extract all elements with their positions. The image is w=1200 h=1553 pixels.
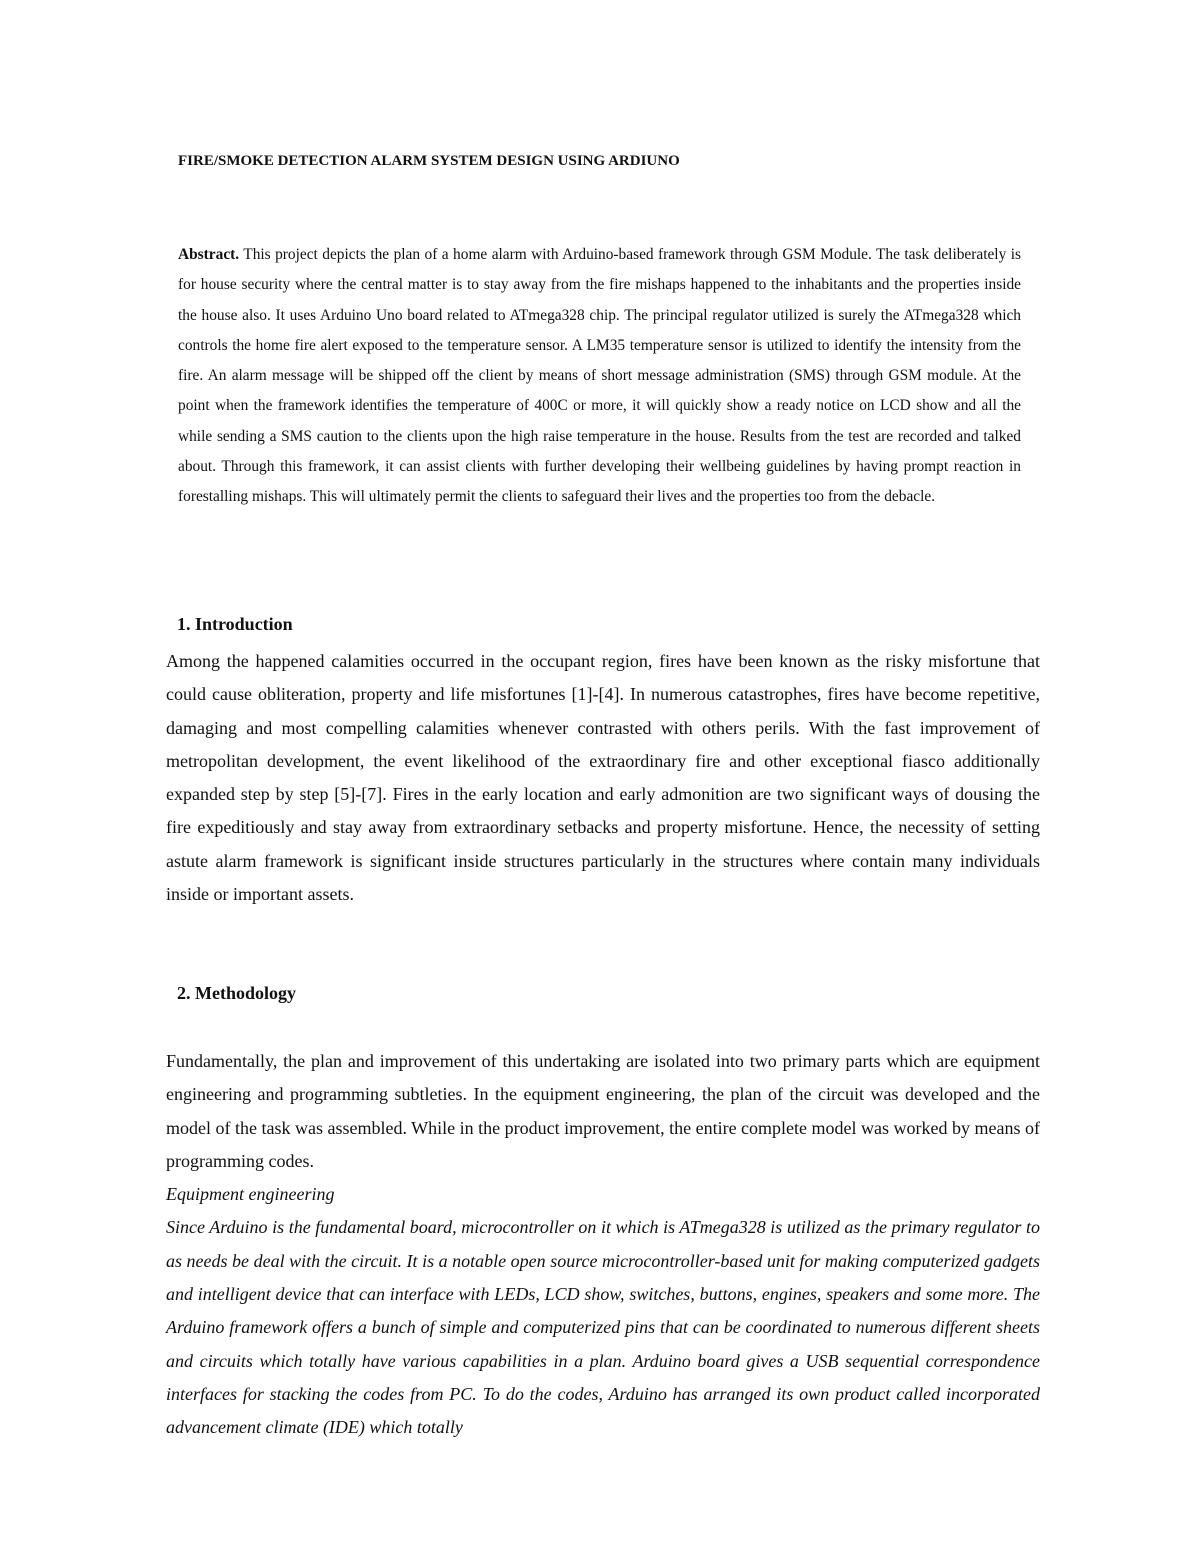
introduction-paragraph: Among the happened calamities occurred in the occupant region, fires have been known as the risky misfortune that could cause obliteration, property and life misfortunes [1]-[4]. In numerous catastrophes, fires have become repetitive, damaging and most compelling calamities whenever contrasted with others perils. With the fast improvement of metropolitan development, the event likelihood of the extraordinary fire and other exceptional fiasco additionally expanded step by step [5]-[7]. Fires in the early location and early admonition are two significant ways of dousing the fire expeditiously and stay away from extraordinary setbacks and property misfortune. Hence, the necessity of setting astute alarm framework is significant inside structures particularly in the structures where contain many individuals inside or important assets. xyxy=(166,651,1040,905)
methodology-body xyxy=(166,1045,1040,1445)
introduction-heading: 1. Introduction xyxy=(177,614,293,634)
methodology-heading: 2. Methodology xyxy=(177,983,296,1003)
abstract-label: Abstract. xyxy=(178,246,240,263)
abstract-text: This project depicts the plan of a home alarm with Arduino-based framework through GSM Module. The task deliberately is for house security where the central matter is to stay away from the fire mishaps happened to the inhabitants and the properties inside the house also. It uses Arduino Uno board related to ATmega328 chip. The principal regulator utilized is surely the ATmega328 which controls the home fire alert exposed to the temperature sensor. A LM35 temperature sensor is utilized to identify the intensity from the fire. An alarm message will be shipped off the client by means of short message administration (SMS) through GSM module. At the point when the framework identifies the temperature of 400C or more, it will quickly show a ready notice on LCD show and all the while sending a SMS caution to the clients upon the high raise temperature in the house. Results from the test are recorded and talked about. Through this framework, it can assist clients with further developing their wellbeing guidelines by having prompt reaction in forestalling mishaps. This will ultimately permit the clients to safeguard their lives and the properties too from the debacle. xyxy=(178,246,1021,506)
equipment-engineering-subheading: Equipment engineering xyxy=(166,1184,335,1205)
introduction-body xyxy=(166,645,1040,911)
paper-title: FIRE/SMOKE DETECTION ALARM SYSTEM DESIGN USING ARDIUNO xyxy=(178,153,680,169)
methodology-paragraph: Fundamentally, the plan and improvement of this undertaking are isolated into two primary parts which are equipment engineering and programming subtleties. In the equipment engineering, the plan of the circuit was developed and the model of the task was assembled. While in the product improvement, the entire complete model was worked by means of programming codes. xyxy=(166,1051,1040,1171)
equipment-engineering-paragraph: Since Arduino is the fundamental board, microcontroller on it which is ATmega328 is utilized as the primary regulator to as needs be deal with the circuit. It is a notable open source microcontroller-based unit for making computerized gadgets and intelligent device that can interface with LEDs, LCD show, switches, buttons, engines, speakers and some more. The Arduino framework offers a bunch of simple and computerized pins that can be coordinated to numerous different sheets and circuits which totally have various capabilities in a plan. Arduino board gives a USB sequential correspondence interfaces for stacking the codes from PC. To do the codes, Arduino has arranged its own product called incorporated advancement climate (IDE) which totally xyxy=(166,1217,1040,1438)
abstract xyxy=(178,240,1021,513)
